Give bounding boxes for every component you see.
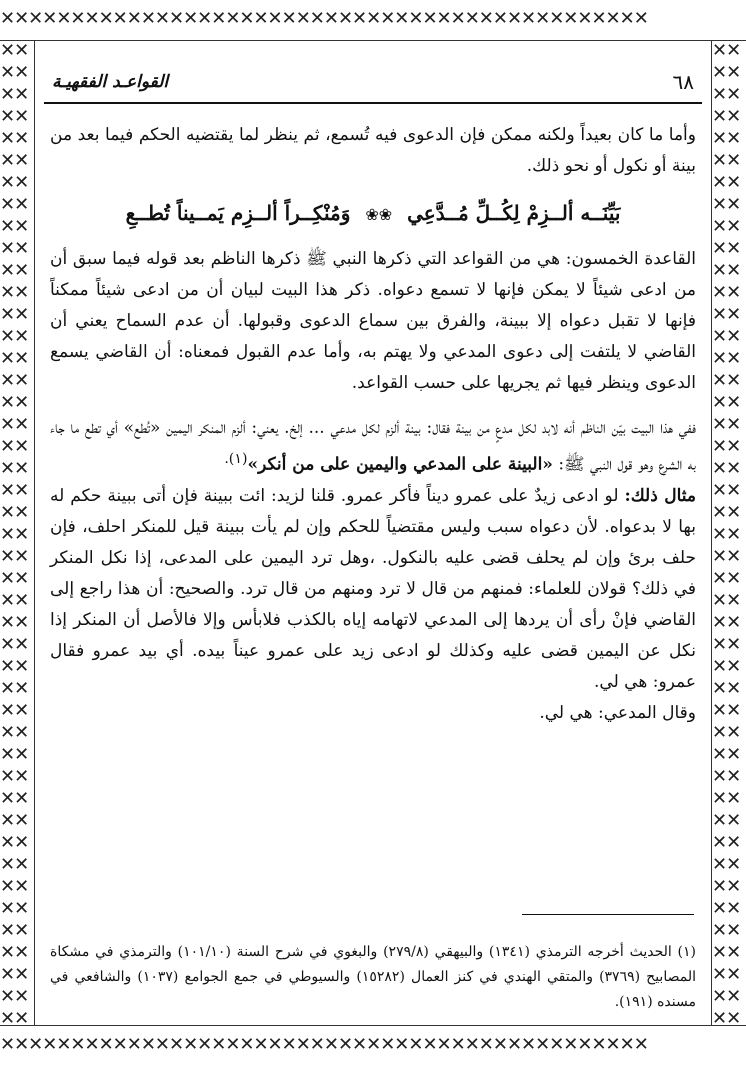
decorative-border-right: ✕✕✕✕✕✕✕✕✕✕✕✕✕✕✕✕✕✕✕✕✕✕✕✕✕✕✕✕✕✕✕✕✕✕✕✕✕✕✕✕✕✕✕✕✕✕✕✕✕✕✕✕✕✕✕✕✕✕✕✕✕✕✕✕✕✕✕✕✕✕✕✕✕✕✕✕✕✕✕✕✕✕✕✕✕✕✕✕✕✕ — [711, 40, 746, 1026]
paragraph-closing: وقال المدعي: هي لي. — [539, 702, 696, 723]
paragraph-intro: وأما ما كان بعيداً ولكنه ممكن فإن الدعوى فيه تُسمع، ثم ينظر لما يقتضيه الحكم فيما بعد من بينة أو نكول أو نحو ذلك. — [50, 125, 696, 176]
running-header — [44, 62, 702, 104]
verse-hemistich-2: وَمُنْكِــراً ألــزِم يَمــيناً تُطــعِ — [125, 201, 351, 225]
decorative-border-left: ✕✕✕✕✕✕✕✕✕✕✕✕✕✕✕✕✕✕✕✕✕✕✕✕✕✕✕✕✕✕✕✕✕✕✕✕✕✕✕✕✕✕✕✕✕✕✕✕✕✕✕✕✕✕✕✕✕✕✕✕✕✕✕✕✕✕✕✕✕✕✕✕✕✕✕✕✕✕✕✕✕✕✕✕✕✕✕✕✕✕ — [0, 40, 35, 1026]
decorative-border-bottom: ✕✕✕✕✕✕✕✕✕✕✕✕✕✕✕✕✕✕✕✕✕✕✕✕✕✕✕✕✕✕✕✕✕✕✕✕✕✕✕✕✕✕✕✕✕✕ — [0, 1025, 746, 1066]
explanation-text: ففي هذا البيت بيّن الناظم أنه لابد لكل مدعٍ من بينة فقال: بينة ألزم لكل مدعي ... إلخ. يعني: ألزم المنكر اليمين «تُطع» أي تطع ما جاء به الشرع وهو قول النبي ﷺ: — [50, 418, 696, 475]
footnote-ref: (١). — [224, 451, 248, 467]
decorative-border-top: ✕✕✕✕✕✕✕✕✕✕✕✕✕✕✕✕✕✕✕✕✕✕✕✕✕✕✕✕✕✕✕✕✕✕✕✕✕✕✕✕✕✕✕✕✕✕ — [0, 0, 746, 41]
running-title: القواعـد الفقهيـة — [52, 72, 169, 92]
verse-hemistich-1: بَيِّنَــه ألــزِمْ لِكُــلِّ مُــدَّعِي — [407, 201, 621, 225]
rule-text: هي من القواعد التي ذكرها النبي ﷺ ذكرها الناظم بعد قوله فيما سبق أن من ادعى شيئاً لا يمكن فإنها لا تسمع دعواه. ذكر هذا البيت لبيان أن من ادعى شيئاً ممكناً فإنها لا تقبل دعواه إلا ببينة، والفرق بين سماع الدعوى وقبولها. أن عدم السماح يعني أن القاضي لا يلتفت إلى دعوى المدعي ولا يهتم به، وأما عدم القبول فمعناه: أن القاضي يسمع الدعوى وينظر فيها ثم يجريها على حسب القواعد. — [50, 249, 696, 393]
paragraph-rule — [50, 244, 696, 399]
footnote: (١) الحديث أخرجه الترمذي (١٣٤١) والبيهقي (٢٧٩/٨) والبغوي في شرح السنة (١٠١/١٠) والترمذي في مشكاة المصابيح (٣٧٦٩) والمتقي الهندي في كنز العمال (١٥٢٨٢) والسيوطي في جمع الجوامع (١٠٣٧) والشافعي في مسنده (١٩١). — [50, 944, 696, 1010]
verse-separator-icon: ❀❀ — [365, 205, 393, 224]
example-heading: مثال ذلك: — [624, 485, 697, 506]
paragraph-explanation — [50, 413, 696, 481]
footnote-separator — [522, 914, 694, 915]
book-page — [44, 62, 702, 1016]
hadith-quote: «البينة على المدعي واليمين على من أنكر» — [247, 454, 553, 475]
paragraph-example — [50, 481, 696, 698]
example-text: لو ادعى زيدٌ على عمرو ديناً فأكر عمرو. قلنا لزيد: ائت ببينة فإن أتى ببينة حكم له بها لا بدعواه. لأن دعواه سبب وليس مقتضياً للحكم وإن لم يأت ببينة قيل للمنكر احلف، فإن حلف برئ وإن لم يحلف قضى عليه بالنكول. ،وهل ترد اليمين على المدعى، إذا نكل المنكر في ذلك؟ قولان للعلماء: فمنهم من قال لا ترد ومنهم من قال ترد. والصحيح: أن هذا راجع إلى القاضي فإنْ رأى أن يردها إلى المدعي لاتهامه إياه بالكذب فلابأس وإلا فالأصل أن المنكر إذا نكل عن اليمين قضى عليه وكذلك لو ادعى زيد على عمرو عيناً بيده. أي بيد عمرو فقال عمرو: هي لي. — [50, 485, 696, 692]
verse-line — [54, 196, 692, 232]
page-number: ٦٨ — [672, 70, 694, 94]
rule-heading: القاعدة الخمسون: — [565, 249, 696, 269]
